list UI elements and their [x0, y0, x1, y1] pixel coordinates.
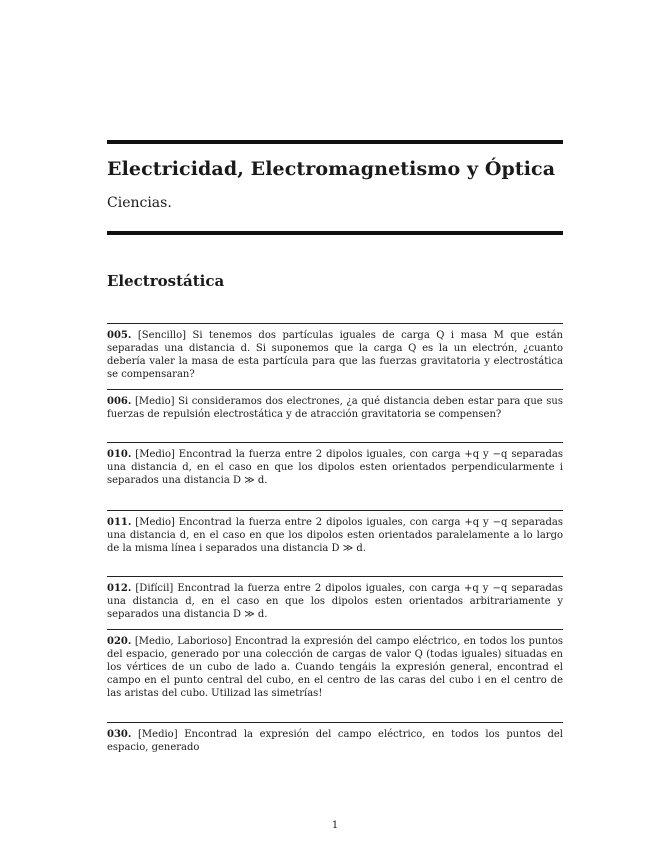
problem-005	[107, 323, 563, 381]
bottom-rule	[107, 231, 563, 235]
page-number: 1	[331, 820, 339, 831]
problem-020	[107, 629, 563, 700]
problem-text: [Medio] Encontrad la fuerza entre 2 dipolos iguales, con carga +q y −q separadas una distancia d, en el caso en que los dipolos esten orientados paralelamente a lo largo de la misma línea i separados una distancia D ≫ d.	[107, 517, 563, 554]
problem-012	[107, 576, 563, 621]
problem-011	[107, 510, 563, 555]
problem-number: 006.	[107, 396, 132, 407]
problem-number: 020.	[107, 636, 132, 647]
problem-text: [Sencillo] Si tenemos dos partículas iguales de carga Q i masa M que están separadas una distancia d. Si suponemos que la carga Q es la un electrón, ¿cuanto debería valer la masa de esta partícula para que las fuerzas gravitatoria y electrostática se compensaran?	[107, 330, 563, 380]
problem-number: 010.	[107, 449, 132, 460]
section-title: Electrostática	[107, 272, 225, 290]
problem-030	[107, 722, 563, 754]
problem-text: [Medio, Laborioso] Encontrad la expresión del campo eléctrico, en todos los puntos del espacio, generado por una colección de cargas de valor Q (todas iguales) situadas en los vértices de un cubo de lado a. Cuando tengáis la expresión general, encontrad el campo en el punto central del cubo, en el centro de las caras del cubo i en el centro de las aristas del cubo. Utilizad las simetrías!	[107, 636, 563, 699]
problem-text: [Medio] Encontrad la expresión del campo eléctrico, en todos los puntos del espacio, generado	[107, 729, 563, 753]
problem-text: [Medio] Si consideramos dos electrones, ¿a qué distancia deben estar para que sus fuerzas de repulsión electrostática y de atracción gravitatoria se compensen?	[107, 396, 563, 420]
problem-number: 011.	[107, 517, 132, 528]
problem-010	[107, 442, 563, 487]
problem-number: 005.	[107, 330, 132, 341]
problem-text: [Difícil] Encontrad la fuerza entre 2 dipolos iguales, con carga +q y −q separadas una distancia d, en el caso en que los dipolos esten orientados arbitrariamente y separados una distancia D ≫ d.	[107, 583, 563, 620]
problem-text: [Medio] Encontrad la fuerza entre 2 dipolos iguales, con carga +q y −q separadas una distancia d, en el caso en que los dipolos esten orientados perpendicularmente i separados una distancia D ≫ d.	[107, 449, 563, 486]
document-title: Electricidad, Electromagnetismo y Óptica	[107, 158, 556, 180]
document-subtitle: Ciencias.	[107, 195, 172, 211]
problem-number: 030.	[107, 729, 132, 740]
top-rule	[107, 140, 563, 144]
problem-006	[107, 389, 563, 421]
problem-number: 012.	[107, 583, 132, 594]
